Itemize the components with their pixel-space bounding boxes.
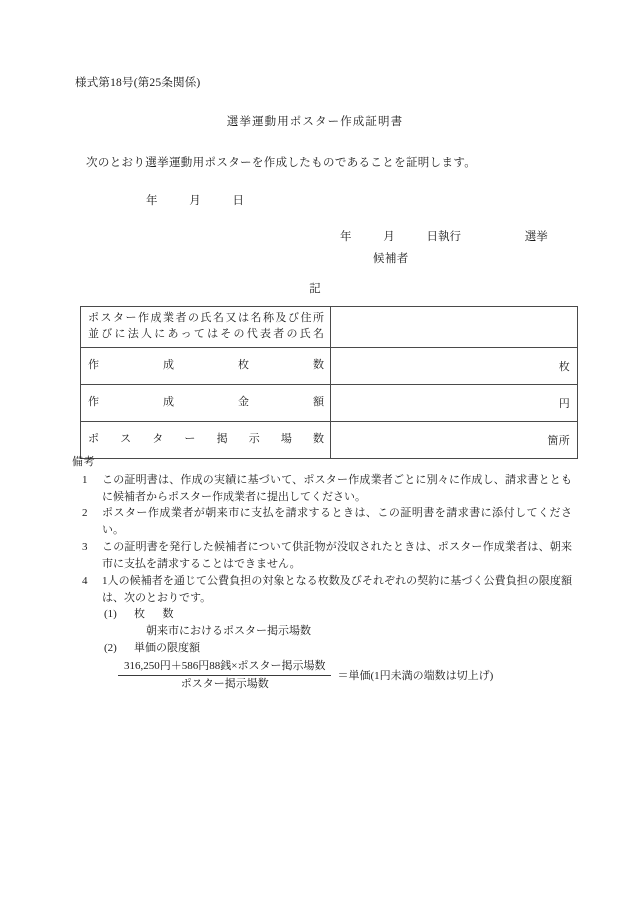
document-title: 選挙運動用ポスター作成証明書: [226, 116, 404, 128]
note-text: この証明書は、作成の実績に基づいて、ポスター作成業者ごとに別々に作成し、請求書とともに候補者からポスター作成業者に提出してください。: [102, 473, 572, 503]
table-row-label-line1: 作成枚数: [88, 359, 324, 372]
note-item: [82, 539, 572, 573]
table-row-label-line1: 作成金額: [88, 396, 324, 409]
election-date-month: 月: [383, 231, 395, 243]
notes-section: [72, 454, 572, 692]
note-item: [82, 573, 572, 607]
certificate-table: [80, 306, 578, 459]
sub-item: [104, 606, 572, 623]
table-row-unit: 円: [558, 398, 570, 410]
note-text: ポスター作成業者が朝来市に支払を請求するときは、この証明書を請求書に添付してください。: [102, 507, 572, 537]
table-row-value-cell[interactable]: [331, 348, 578, 385]
ki-marker: 記: [309, 283, 321, 295]
sub-item-label: [134, 606, 174, 623]
note-number: 3: [82, 541, 88, 554]
election-name-label: 選挙: [524, 231, 548, 243]
formula-fraction: [118, 659, 331, 692]
table-row-label-line1: ポスター作成業者の氏名又は名称及び住所: [88, 312, 324, 325]
note-number: 4: [82, 574, 88, 587]
table-row: [81, 385, 578, 422]
sub-item: [104, 640, 572, 657]
table-row-label: [81, 348, 331, 385]
table-row-unit: 枚: [558, 361, 570, 373]
intro-statement: 次のとおり選挙運動用ポスターを作成したものであることを証明します。: [86, 157, 477, 169]
table-row-label: [81, 385, 331, 422]
notes-heading: 備考: [72, 456, 96, 468]
table-row-label: [81, 307, 331, 348]
election-date-day-exec: 日執行: [426, 231, 461, 243]
table-row-label: [81, 422, 331, 459]
table-row: [81, 348, 578, 385]
formula-numerator: 316,250円＋586円88銭×ポスター掲示場数: [118, 659, 331, 676]
issue-date-day: 日: [232, 195, 244, 207]
sub-item-label-part-a: 枚: [134, 608, 145, 621]
sub-item-label-part-b: 数: [162, 608, 174, 621]
formula-result: ＝単価(1円未満の端数は切上げ): [337, 669, 494, 682]
sub-item-number: (1): [104, 608, 117, 621]
sub-item-label: 単価の限度額: [134, 642, 200, 655]
table-row-value-cell[interactable]: [331, 307, 578, 348]
election-date-year: 年: [340, 231, 352, 243]
candidate-label: 候補者: [373, 253, 409, 265]
issue-date-month: 月: [189, 195, 201, 207]
sub-item-number: (2): [104, 642, 117, 655]
note-item: [82, 505, 572, 539]
table-row-value-cell[interactable]: [331, 422, 578, 459]
note-number: 1: [82, 473, 88, 486]
sub-item-detail: 朝来市におけるポスター掲示場数: [146, 625, 311, 638]
formula-denominator: ポスター掲示場数: [180, 677, 269, 690]
election-date-line: [340, 228, 548, 244]
note-item: [82, 472, 572, 506]
note-number: 2: [82, 507, 88, 520]
unit-price-formula: [118, 659, 572, 692]
note-text: この証明書を発行した候補者について供託物が没収されたときは、ポスター作成業者は、朝来市に支払を請求することはできません。: [102, 541, 572, 570]
table-row-value-cell[interactable]: [331, 385, 578, 422]
form-number: 様式第18号(第25条関係): [75, 77, 201, 89]
table-row: [81, 307, 578, 348]
issue-date-year: 年: [146, 195, 158, 207]
table-row-unit: 箇所: [547, 435, 570, 447]
table-row-label-line2: 並びに法人にあってはその代表者の氏名: [88, 328, 324, 340]
table-row-label-line1: ポスター掲示場数: [88, 433, 324, 446]
issue-date-line: [146, 192, 244, 208]
note-text: 1人の候補者を通じて公費負担の対象となる枚数及びそれぞれの契約に基づく公費負担の限度額は、次のとおりです。: [102, 574, 572, 604]
table-row: [81, 422, 578, 459]
